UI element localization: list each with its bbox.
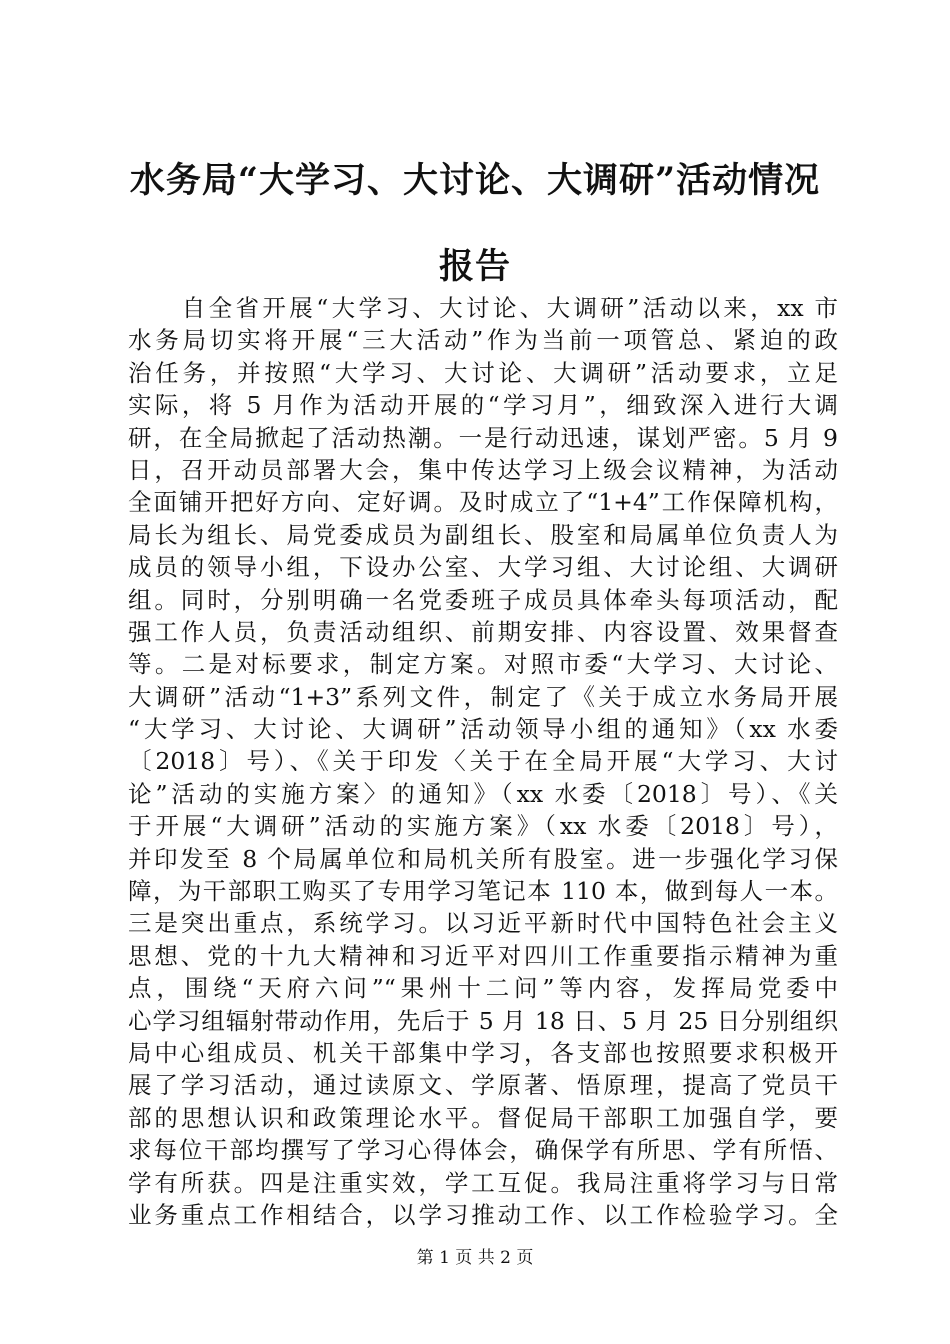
- body-text-line: 水务局切实将开展“三大活动”作为当前一项管总、紧迫的政: [128, 326, 838, 355]
- document-body: [128, 292, 838, 1231]
- body-text-line: 强工作人员，负责活动组织、前期安排、内容设置、效果督查: [128, 617, 838, 646]
- body-text-line: 心学习组辐射带动作用，先后于 5 月 18 日、5 月 25 日分别组织: [128, 1006, 838, 1035]
- body-text-line: 大调研”活动“1+3”系列文件，制定了《关于成立水务局开展: [128, 682, 838, 711]
- body-text-line: 〔2018〕号）、《关于印发〈关于在全局开展“大学习、大讨: [128, 747, 838, 776]
- body-text-line: 点，围绕“天府六问”“果州十二问”等内容，发挥局党委中: [128, 974, 838, 1003]
- body-text-line: 并印发至 8 个局属单位和局机关所有股室。进一步强化学习保: [128, 844, 838, 873]
- body-text-line: 日，召开动员部署大会，集中传达学习上级会议精神，为活动: [128, 455, 838, 484]
- body-text-line: 求每位干部均撰写了学习心得体会，确保学有所思、学有所悟、: [128, 1136, 838, 1165]
- body-text-line: 局长为组长、局党委成员为副组长、股室和局属单位负责人为: [128, 520, 838, 549]
- body-text-line: 思想、党的十九大精神和习近平对四川工作重要指示精神为重: [128, 941, 838, 970]
- body-text-line: 自全省开展“大学习、大讨论、大调研”活动以来，xx 市: [128, 294, 838, 322]
- body-text-line: 业务重点工作相结合，以学习推动工作、以工作检验学习。全: [128, 1200, 838, 1229]
- body-text-line: 论”活动的实施方案〉的通知》（xx 水委〔2018〕号）、《关: [128, 779, 838, 808]
- body-text-line: 展了学习活动，通过读原文、学原著、悟原理，提高了党员干: [128, 1071, 838, 1100]
- body-text-line: 部的思想认识和政策理论水平。督促局干部职工加强自学，要: [128, 1103, 838, 1132]
- body-text-line: 局中心组成员、机关干部集中学习，各支部也按照要求积极开: [128, 1038, 838, 1067]
- body-text-line: 于开展“大调研”活动的实施方案》（xx 水委〔2018〕号），: [128, 812, 838, 841]
- body-text-line: 三是突出重点，系统学习。以习近平新时代中国特色社会主义: [128, 909, 838, 938]
- body-text-line: 学有所获。四是注重实效，学工互促。我局注重将学习与日常: [128, 1168, 838, 1197]
- body-text-line: 研，在全局掀起了活动热潮。一是行动迅速，谋划严密。5 月 9: [128, 423, 838, 452]
- body-text-line: “大学习、大讨论、大调研”活动领导小组的通知》（xx 水委: [128, 715, 838, 744]
- page-footer: 第 1 页 共 2 页: [416, 1248, 534, 1268]
- body-text-line: 障，为干部职工购买了专用学习笔记本 110 本，做到每人一本。: [128, 877, 838, 906]
- body-text-line: 成员的领导小组，下设办公室、大学习组、大讨论组、大调研: [128, 553, 838, 582]
- body-text-line: 组。同时，分别明确一名党委班子成员具体牵头每项活动，配: [128, 585, 838, 614]
- body-text-line: 全面铺开把好方向、定好调。及时成立了“1+4”工作保障机构，: [128, 488, 838, 517]
- document-title-line-1: 水务局“大学习、大讨论、大调研”活动情况: [129, 160, 821, 201]
- body-text-line: 等。二是对标要求，制定方案。对照市委“大学习、大讨论、: [128, 650, 838, 679]
- document-title-line-2: 报告: [438, 246, 511, 287]
- body-text-line: 实际，将 5 月作为活动开展的“学习月”，细致深入进行大调: [128, 391, 838, 420]
- body-text-line: 治任务，并按照“大学习、大讨论、大调研”活动要求，立足: [128, 358, 838, 387]
